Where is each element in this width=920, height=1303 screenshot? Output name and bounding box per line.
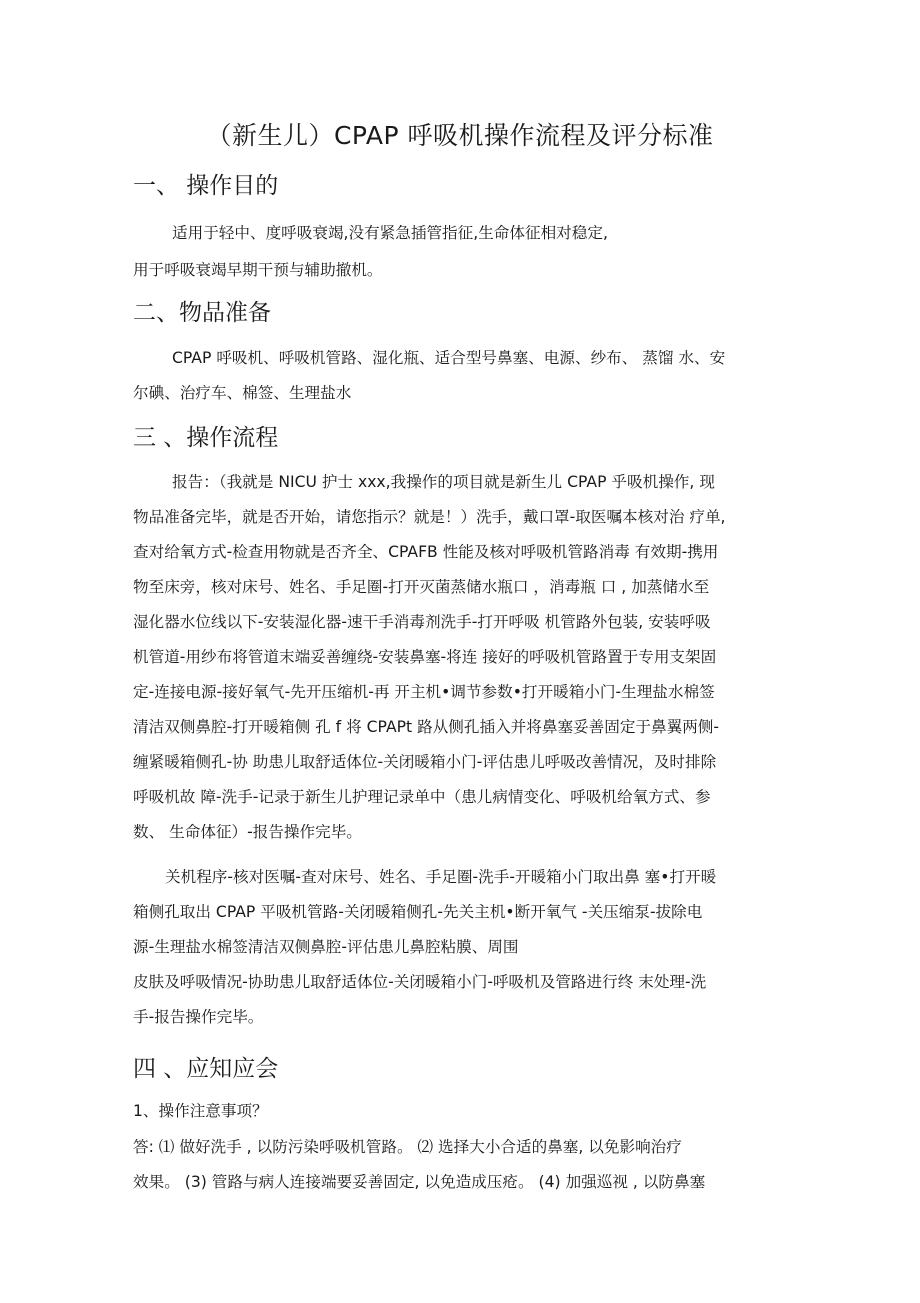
answer-line-1: 答: ⑴ 做好洗手 , 以防污染呼吸机管路。 ⑵ 选择大小合适的鼻塞, 以免影响治疗: [133, 1138, 682, 1156]
procedure-line-7: 定-连接电源-接好氧气-先开压缩机-再 开主机•调节参数•打开暖箱小门-生理盐水棉签: [133, 683, 715, 701]
section-heading-procedure: 三 、操作流程: [133, 425, 279, 451]
section-heading-knowledge: 四 、应知应会: [133, 1056, 279, 1082]
procedure-line-11: 数、 生命体征）-报告操作完毕。: [133, 823, 362, 841]
procedure-line-5: 湿化器水位线以下-安装湿化器-速干手消毒剂洗手-打开呼吸 机管路外包装, 安装呼吸: [133, 613, 711, 631]
procedure-line-10: 呼吸机故 障-洗手-记录于新生儿护理记录单中（患儿病情变化、呼吸机给氧方式、参: [133, 788, 711, 806]
procedure-line-2: 物品准备完毕，就是否开始，请您指示？就是！）洗手，戴口罩-取医嘱本核对治 疗单,: [133, 508, 726, 526]
procedure-line-4: 物至床旁，核对床号、姓名、手足圈-打开灭菌蒸储水瓶口 ，消毒瓶 口 , 加蒸储水至: [133, 578, 710, 596]
section-heading-purpose: 一、 操作目的: [133, 173, 279, 199]
section-heading-supplies: 二、物品准备: [133, 300, 271, 326]
document-title: （新生儿）CPAP 呼吸机操作流程及评分标准: [206, 121, 714, 150]
shutdown-line-4: 皮肤及呼吸情况-协助患儿取舒适体位-关闭暖箱小门-呼吸机及管路进行终 末处理-洗: [133, 973, 707, 991]
shutdown-line-3: 源-生理盐水棉签清洁双侧鼻腔-评估患儿鼻腔粘膜、周围: [133, 938, 519, 956]
shutdown-line-5: 手-报告操作完毕。: [133, 1008, 264, 1026]
procedure-line-3: 查对给氧方式-检查用物就是否齐全、CPAFB 性能及核对呼吸机管路消毒 有效期-携用: [133, 543, 719, 561]
purpose-line-1: 适用于轻中、度呼吸衰竭,没有紧急插管指征,生命体征相对稳定,: [172, 224, 608, 242]
procedure-line-1: 报告：（我就是 NICU 护士 xxx,我操作的项目就是新生儿 CPAP 乎吸机操作, 现: [172, 473, 715, 491]
shutdown-line-1: 关机程序-核对医嘱-查对床号、姓名、手足圈-洗手-开暖箱小门取出鼻 塞•打开暖: [165, 868, 717, 886]
answer-line-2: 效果。 (3) 管路与病人连接端要妥善固定, 以免造成压疮。 (4) 加强巡视 , 以防鼻塞: [133, 1173, 706, 1191]
procedure-line-8: 清洁双侧鼻腔-打开暖箱侧 孔 f 将 CPAPt 路从侧孔插入并将鼻塞妥善固定于鼻翼两侧-: [133, 718, 720, 736]
procedure-line-6: 机管道-用纱布将管道末端妥善缠绕-安装鼻塞-将连 接好的呼吸机管路置于专用支架固: [133, 648, 717, 666]
shutdown-line-2: 箱侧孔取出 CPAP 平吸机管路-关闭暖箱侧孔-先关主机•断开氧气 -关压缩泵-拔除电: [133, 903, 703, 921]
procedure-line-9: 缠紧暖箱侧孔-协 助患儿取舒适体位-关闭暖箱小门-评估患儿呼吸改善情况，及时排除: [133, 753, 717, 771]
supplies-line-2: 尔碘、治疗车、棉签、生理盐水: [133, 384, 352, 402]
question-1: 1、操作注意事项？: [133, 1102, 268, 1120]
supplies-line-1: CPAP 呼吸机、呼吸机管路、湿化瓶、适合型号鼻塞、电源、纱布、 蒸馏 水、安: [172, 349, 726, 367]
purpose-line-2: 用于呼吸衰竭早期干预与辅助撤机。: [133, 261, 383, 279]
